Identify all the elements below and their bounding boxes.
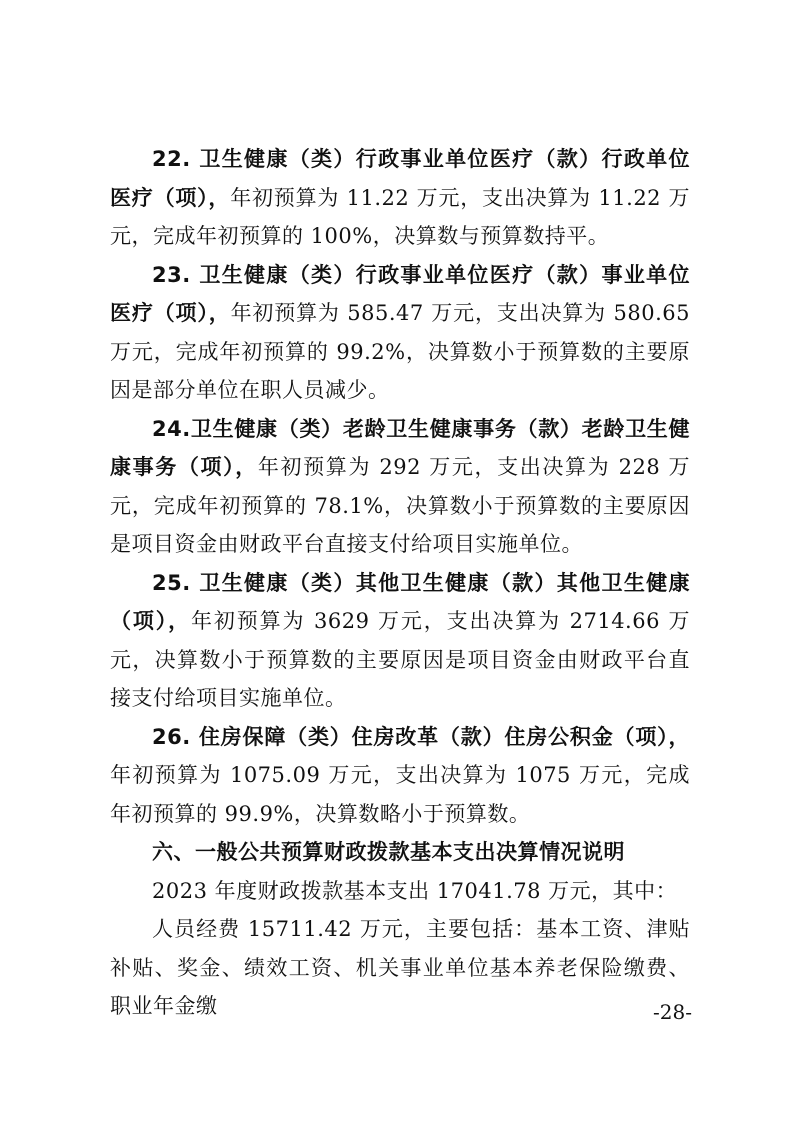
body-text — [110, 140, 690, 1026]
item-23-heading: 23. 卫生健康（类）行政事业单位医疗（款）事业单位医疗（项）， — [110, 262, 690, 325]
item-25-text: 年初预算为 3629 万元，支出决算为 2714.66 万元，决算数小于预算数的主要原因是项目资金由财政平台直接支付给项目实施单位。 — [110, 609, 691, 710]
item-26 — [110, 718, 690, 834]
personnel-line: 人员经费 15711.42 万元，主要包括：基本工资、津贴补贴、奖金、绩效工资、机关事业单位基本养老保险缴费、职业年金缴 — [110, 917, 690, 1018]
section-heading — [110, 833, 690, 872]
item-26-text: 年初预算为 1075.09 万元，支出决算为 1075 万元，完成年初预算的 99.9%，决算数略小于预算数。 — [110, 763, 690, 826]
item-24 — [110, 410, 690, 564]
summary-line: 2023 年度财政拨款基本支出 17041.78 万元，其中： — [152, 878, 678, 903]
item-23-text: 年初预算为 585.47 万元，支出决算为 580.65 万元，完成年初预算的 99.2%，决算数小于预算数的主要原因是部分单位在职人员减少。 — [110, 301, 691, 402]
item-23 — [110, 256, 690, 410]
item-22-text: 年初预算为 11.22 万元，支出决算为 11.22 万元，完成年初预算的 100%，决算数与预算数持平。 — [110, 185, 691, 248]
item-25 — [110, 564, 690, 718]
page-number: -28- — [653, 1000, 692, 1024]
item-24-heading: 24.卫生健康（类）老龄卫生健康事务（款）老龄卫生健康事务（项）， — [110, 416, 690, 479]
item-25-heading: 25. 卫生健康（类）其他卫生健康（款）其他卫生健康（项）， — [110, 570, 690, 633]
item-22-heading: 22. 卫生健康（类）行政事业单位医疗（款）行政单位医疗（项）， — [110, 147, 690, 210]
section-heading-text: 六、一般公共预算财政拨款基本支出决算情况说明 — [152, 840, 625, 864]
item-22 — [110, 140, 690, 256]
item-26-heading: 26. 住房保障（类）住房改革（款）住房公积金（项）， — [152, 724, 690, 749]
item-24-text: 年初预算为 292 万元，支出决算为 228 万元，完成年初预算的 78.1%，决算数小于预算数的主要原因是项目资金由财政平台直接支付给项目实施单位。 — [110, 455, 691, 556]
